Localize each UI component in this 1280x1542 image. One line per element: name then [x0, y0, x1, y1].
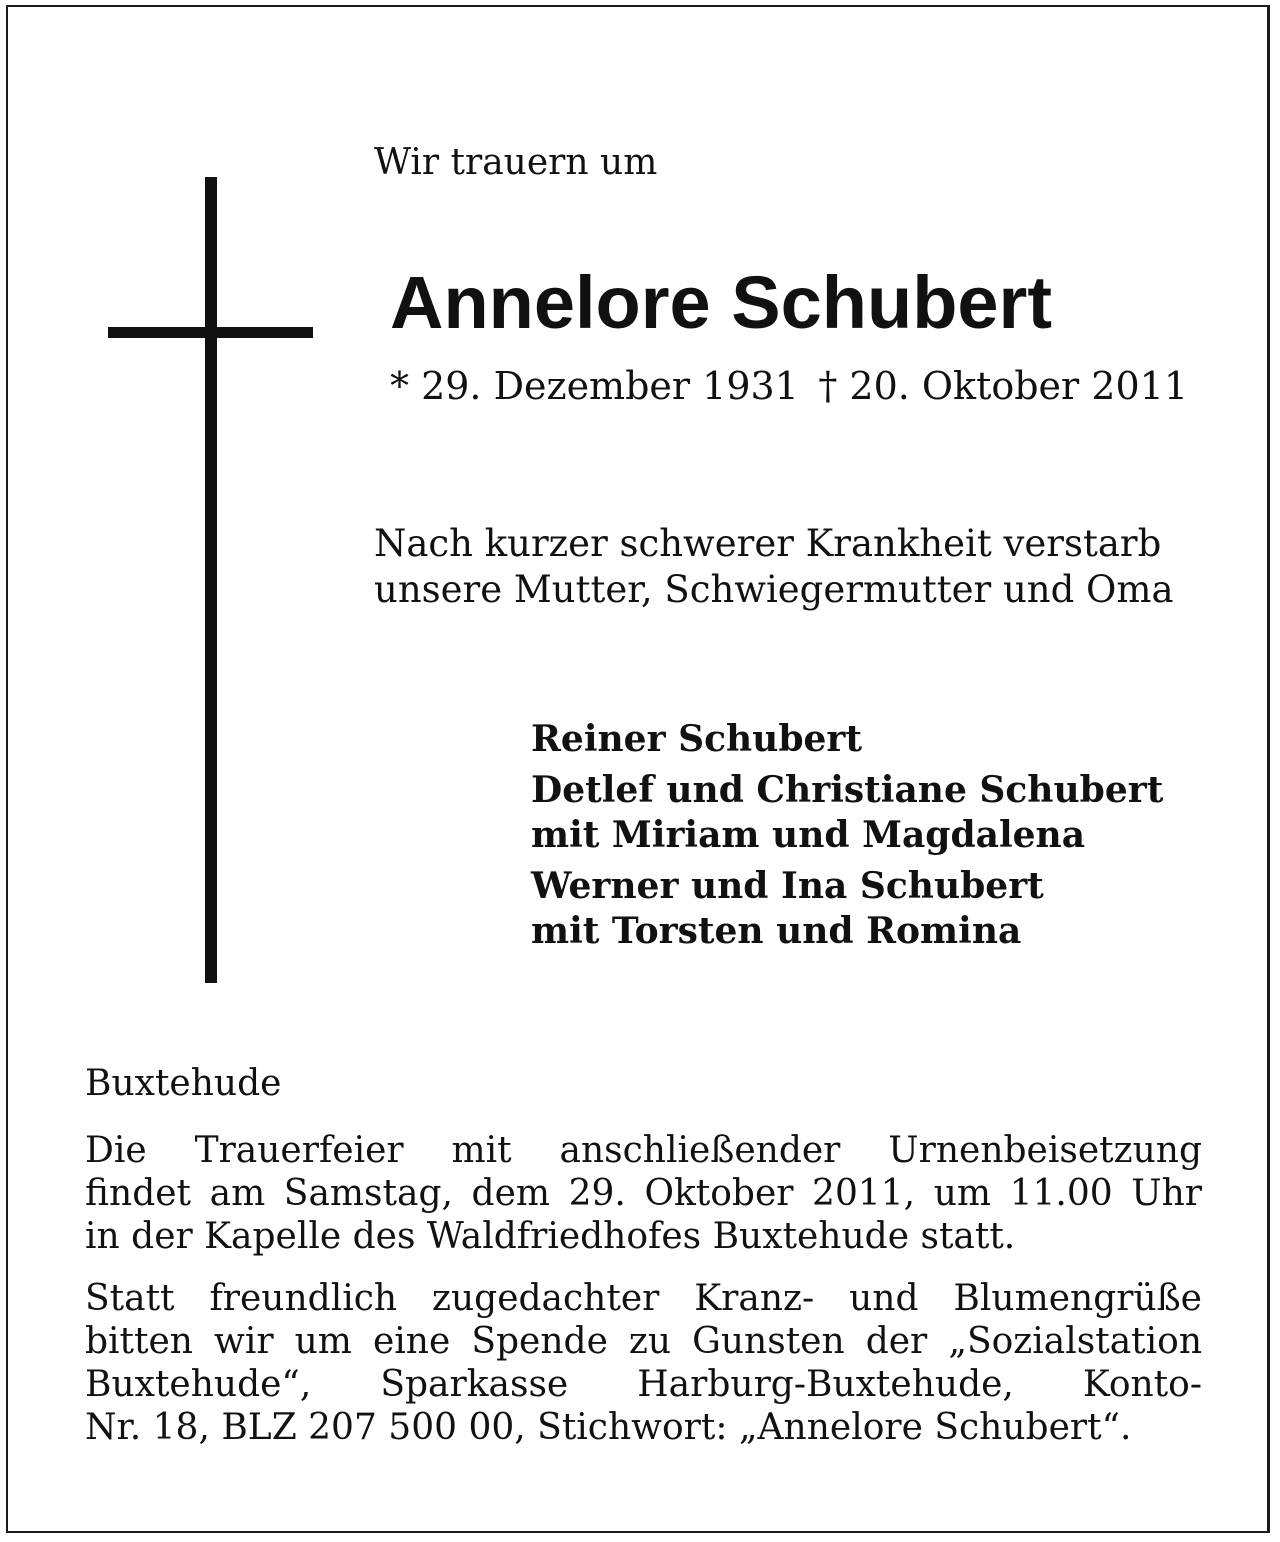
death-message	[374, 521, 1204, 613]
mourner-line: Reiner Schubert	[531, 718, 863, 760]
donation-info-line: bitten wir um eine Spende zu Gunsten der „Sozialstation	[85, 1321, 1202, 1362]
mourner-group	[531, 717, 1191, 762]
mourners-list	[531, 717, 1191, 960]
funeral-info-line: in der Kapelle des Waldfriedhofes Buxtehude statt.	[85, 1216, 1016, 1257]
funeral-info-line: Die Trauerfeier mit anschließender Urnenbeisetzung	[85, 1130, 1202, 1171]
mourner-line: Detlef und Christiane Schubert	[531, 769, 1164, 811]
message-line: Nach kurzer schwerer Krankheit verstarb	[374, 522, 1162, 565]
life-dates	[390, 363, 1188, 409]
deceased-name: Annelore Schubert	[390, 261, 1052, 344]
funeral-info-line: findet am Samstag, dem 29. Oktober 2011, um 11.00 Uhr	[85, 1173, 1202, 1214]
cross-icon-vertical-bar	[205, 177, 217, 983]
death-date: † 20. Oktober 2011	[818, 364, 1188, 408]
place-name: Buxtehude	[85, 1063, 282, 1104]
donation-info-paragraph	[85, 1277, 1202, 1449]
donation-info-line: Nr. 18, BLZ 207 500 00, Stichwort: „Annelore Schubert“.	[85, 1407, 1132, 1448]
mourner-group	[531, 864, 1191, 954]
obituary-notice	[6, 5, 1270, 1533]
mourner-line: Werner und Ina Schubert	[531, 865, 1044, 907]
mourner-group	[531, 768, 1191, 858]
cross-icon-horizontal-bar	[108, 327, 313, 338]
mourner-line: mit Torsten und Romina	[531, 910, 1022, 952]
intro-text: Wir trauern um	[374, 142, 658, 183]
message-line: unsere Mutter, Schwiegermutter und Oma	[374, 568, 1174, 611]
donation-info-line: Statt freundlich zugedachter Kranz- und Blumengrüße	[85, 1278, 1202, 1319]
birth-date: * 29. Dezember 1931	[390, 364, 799, 408]
donation-info-line: Buxtehude“, Sparkasse Harburg-Buxtehude, Konto-	[85, 1364, 1202, 1405]
funeral-info-paragraph	[85, 1129, 1202, 1258]
mourner-line: mit Miriam und Magdalena	[531, 814, 1086, 856]
